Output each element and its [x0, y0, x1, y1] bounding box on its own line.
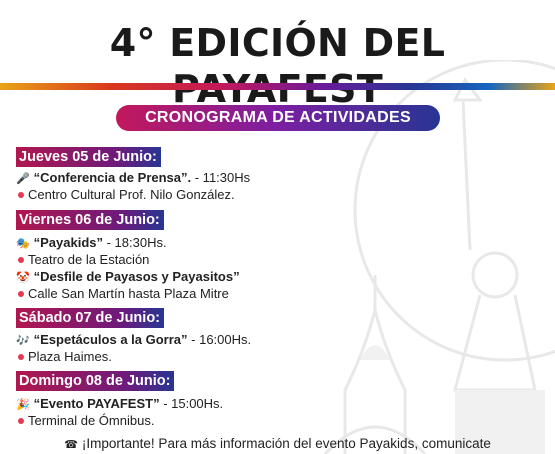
clown-icon: 🤡: [16, 272, 30, 284]
important-note-text: ¡Importante! Para más información del evento Payakids, comunicate: [81, 436, 491, 451]
event-place: Calle San Martín hasta Plaza Mitre: [28, 286, 229, 301]
event-name: “Desfile de Payasos y Payasitos”: [33, 269, 240, 284]
event-line: [16, 169, 250, 186]
microphone-icon: 🎤: [16, 173, 30, 185]
event-place: Terminal de Ómnibus.: [28, 413, 155, 428]
event-place: Plaza Haimes.: [28, 349, 112, 364]
event-place: Teatro de la Estación: [28, 252, 150, 267]
location-pin-icon: [18, 291, 24, 297]
music-icon: 🎶: [16, 335, 30, 347]
schedule-heading: CRONOGRAMA DE ACTIVIDADES: [116, 105, 440, 131]
event-line: [16, 234, 167, 251]
day-header-saturday: Sábado 07 de Junio:: [16, 308, 164, 328]
location-pin-icon: [18, 257, 24, 263]
day-header-sunday: Domingo 08 de Junio:: [16, 371, 174, 391]
event-time: - 18:30Hs.: [103, 235, 167, 250]
phone-icon: ☎: [64, 439, 78, 451]
event-place-line: [16, 251, 149, 268]
event-name: “Evento PAYAFEST”: [33, 396, 160, 411]
location-pin-icon: [18, 192, 24, 198]
masks-icon: 🎭: [16, 238, 30, 250]
event-place-line: [16, 412, 154, 429]
event-name: “Payakids”: [33, 235, 103, 250]
event-name: “Conferencia de Prensa”.: [33, 170, 192, 185]
event-time: - 15:00Hs.: [159, 396, 224, 411]
event-line: [16, 268, 240, 285]
event-name: “Espetáculos a la Gorra”: [33, 332, 188, 347]
event-line: [16, 395, 223, 412]
day-header-friday: Viernes 06 de Junio:: [16, 210, 164, 230]
event-place: Centro Cultural Prof. Nilo González.: [28, 187, 235, 202]
page-title: 4° EDICIÓN DEL: [109, 21, 446, 65]
location-pin-icon: [18, 354, 24, 360]
color-stripe-divider: [0, 83, 555, 90]
event-time: - 11:30Hs: [191, 170, 251, 185]
event-place-line: [16, 285, 229, 302]
event-time: - 16:00Hs.: [187, 332, 252, 347]
location-pin-icon: [18, 418, 24, 424]
party-icon: 🎉: [16, 399, 30, 411]
important-note: [0, 436, 555, 451]
event-line: [16, 331, 251, 348]
event-place-line: [16, 348, 112, 365]
event-place-line: [16, 186, 235, 203]
day-header-thursday: Jueves 05 de Junio:: [16, 147, 161, 167]
